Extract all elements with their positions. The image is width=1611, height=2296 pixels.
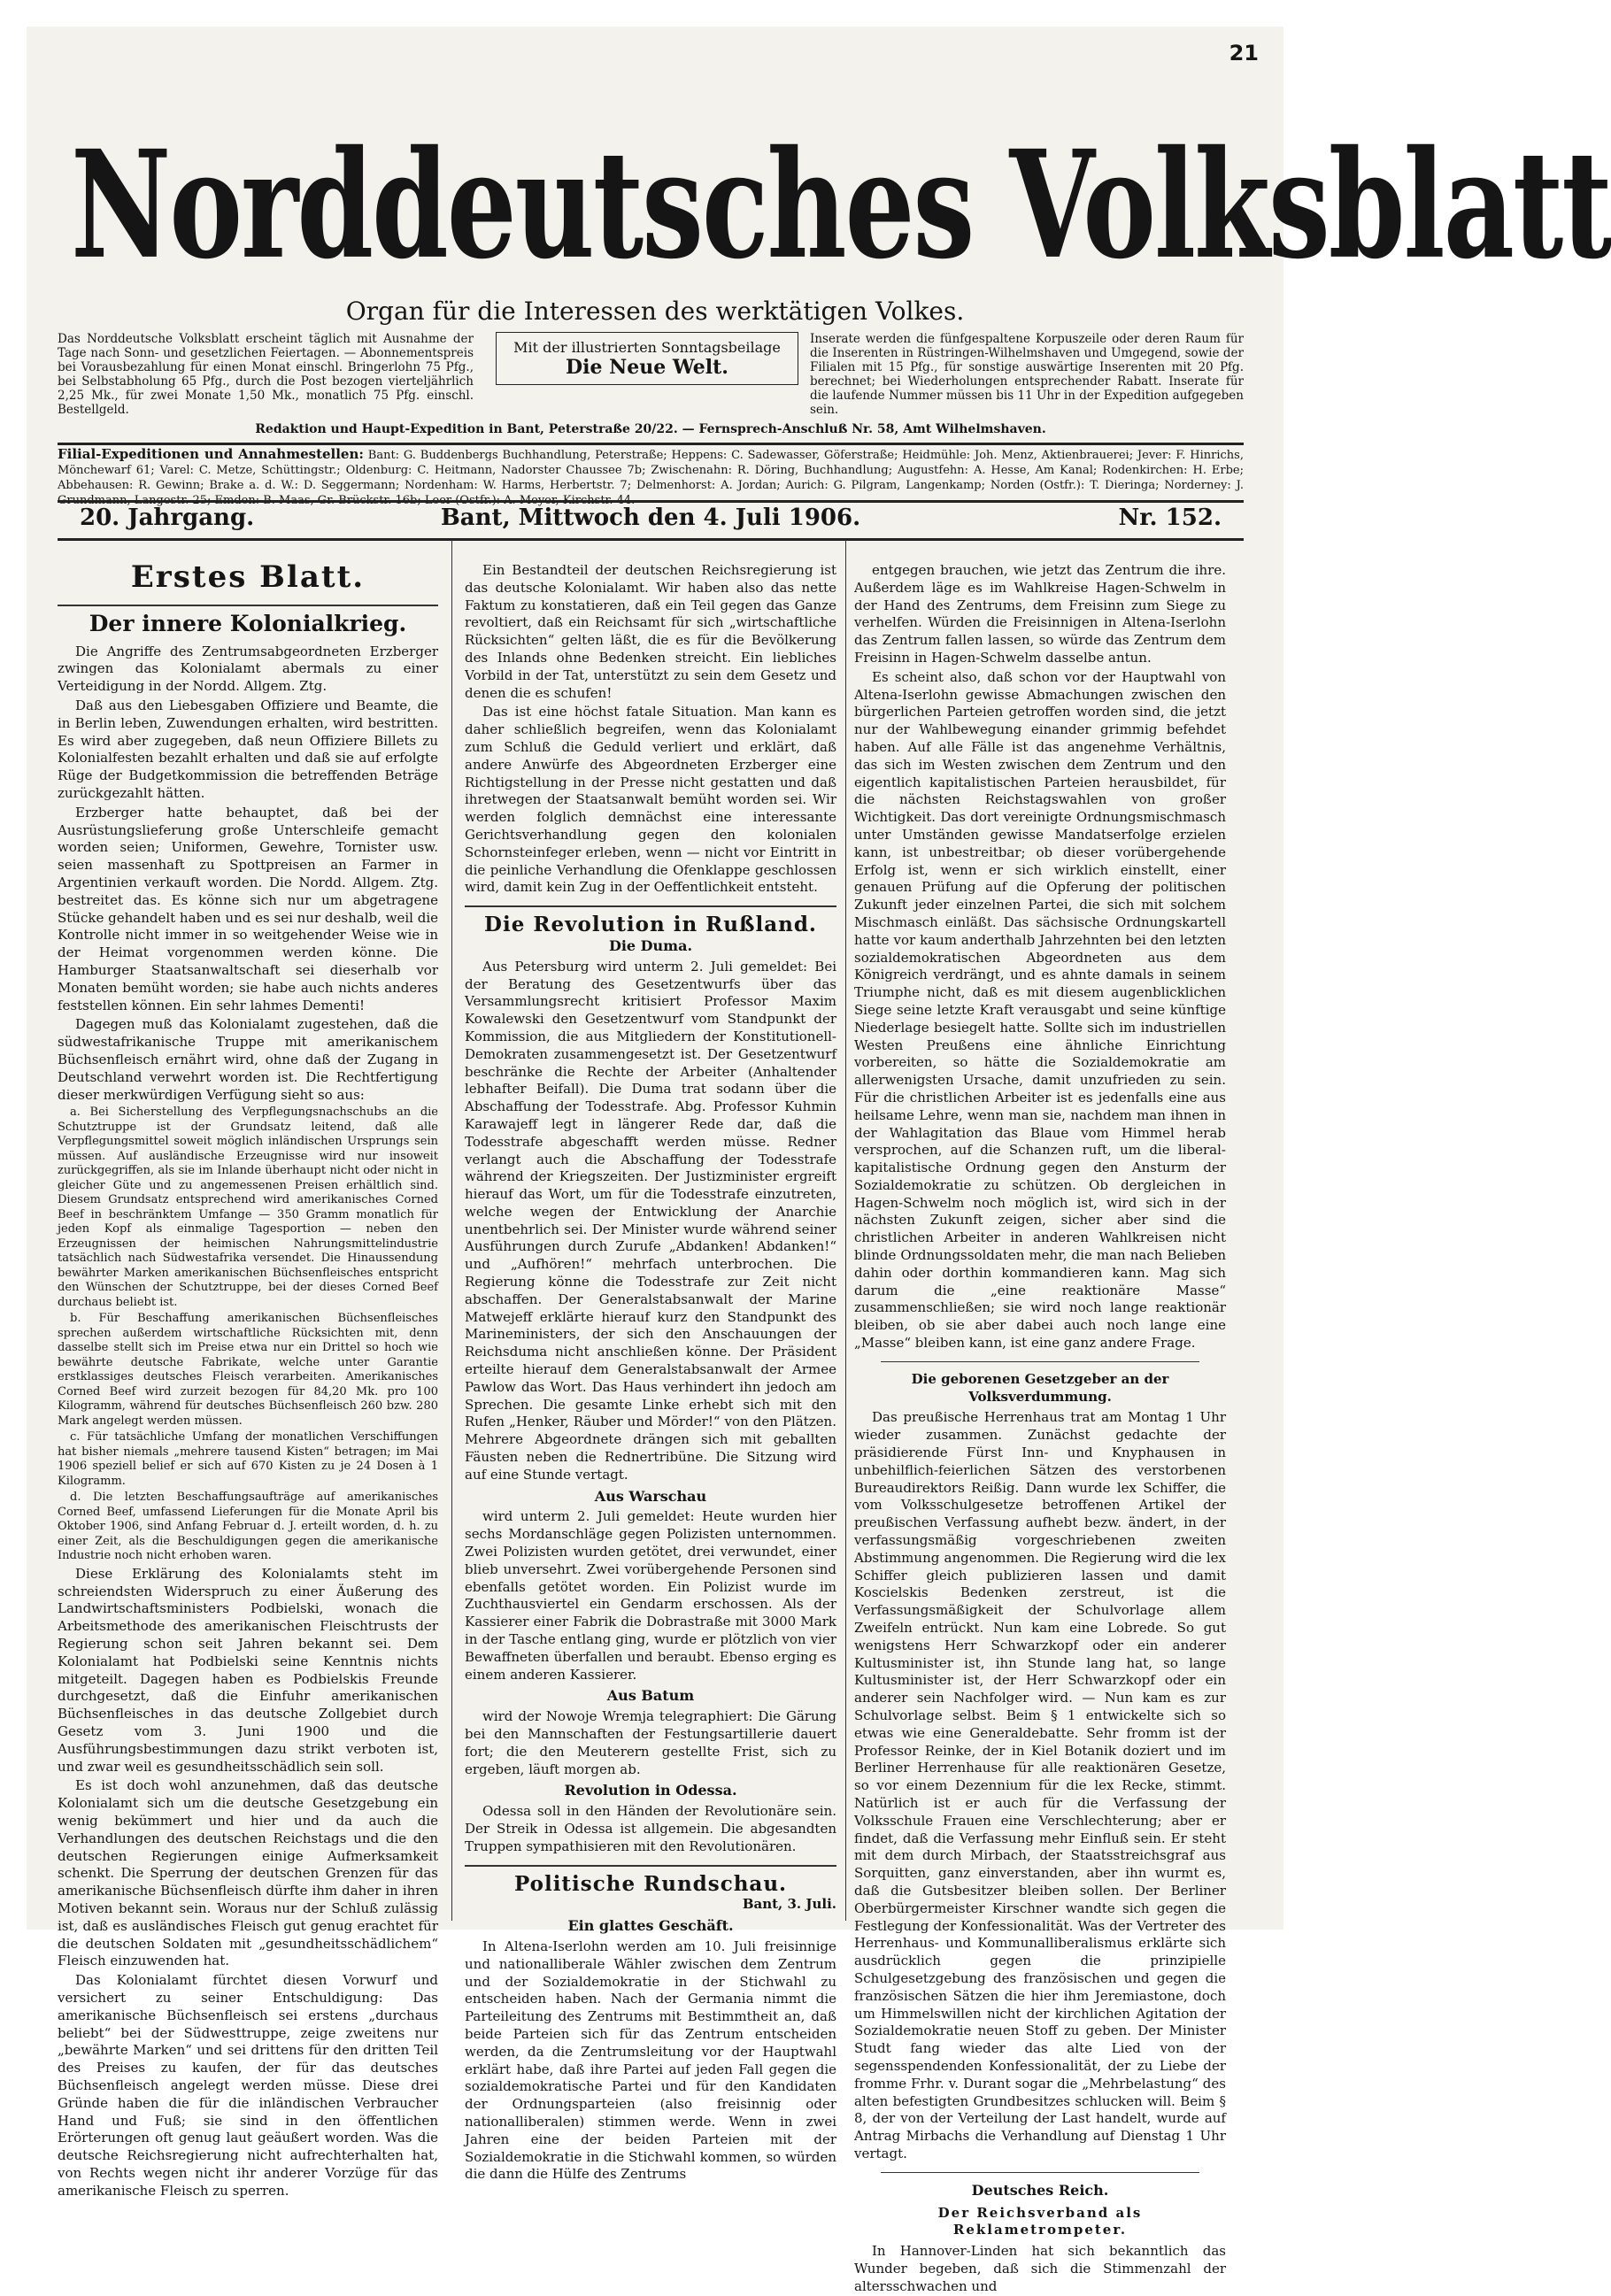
paragraph: Das ist eine höchst fatale Situation. Man kann es daher schließlich begreifen, wenn das Kolonialamt zum Schluß die Geduld verliert und erklärt, daß andere Anwürfe des Abgeordneten Erzberger eine Richtigstellung in der Presse nicht gestatten und daß ihretwegen der Staatsanwalt bemüht worden sei. Wir werden folglich demnächst eine interessante Gerichtsverhandlung gegen den kolonialen Schornsteinfeger erleben, wenn — nicht vor Eintritt in die peinliche Verhandlung die Ofenklappe geschlossen wird, damit kein Zug in der Oeffentlichkeit entsteht. — [465, 704, 836, 896]
paragraph: entgegen brauchen, wie jetzt das Zentrum die ihre. Außerdem läge es im Wahlkreise Hagen-Schwelm in der Hand des Zentrums, dem Freisinn zum Siege zu verhelfen. Würden die Freisinnigen in Altena-Iserlohn das Zentrum fallen lassen, so würde das Zentrum dem Freisinn in Hagen-Schwelm dasselbe antun. — [854, 562, 1226, 666]
paragraph: Erzberger hatte behauptet, daß bei der Ausrüstungslieferung große Unterschleife gemacht worden seien; Uniformen, Gewehre, Tornister usw. seien massenhaft zu Spottpreisen an Farmer in Argentinien verkauft worden. Die Nordd. Allgem. Ztg. bestreitet das. Es könne sich nur um abgetragene Stücke gehandelt haben und es sei nur deshalb, weil die Kontrolle nicht immer in so weitgehender Weise wie in der Heimat vorgenommen werden könne. Die Hamburger Staatsanwaltschaft sei dieserhalb vor Monaten bemüht worden; sie habe auch nichts anderes feststellen können. Ein sehr lahmes Dementi! — [58, 804, 438, 1013]
article-title: Politische Rundschau. — [513, 1871, 788, 1896]
subheading: Die geborenen Gesetzgeber an der Volksverdummung. — [911, 1370, 1169, 1405]
column-3 — [854, 562, 1226, 2294]
masthead-subtitle: Organ für die Interessen des werktätigen Volkes. — [345, 297, 965, 326]
supplement-box — [496, 332, 798, 385]
subheading: Revolution in Odessa. — [564, 1782, 737, 1799]
column-divider — [451, 540, 452, 1921]
dateline — [58, 505, 1244, 535]
subheading: Deutsches Reich. — [971, 2181, 1109, 2199]
divider — [881, 2172, 1199, 2173]
paragraph: Diese Erklärung des Kolonialamts steht im schreiendsten Widerspruch zu einer Äußerung des Landwirtschaftsministers Podbielski, wonach die Arbeitsmethode des amerikanischen Fleischtrusts der Regierung schon seit Jahren bekannt sei. Dem Kolonialamt hat Podbielski seine Kenntnis nichts mitgeteilt. Dagegen haben es Podbielskis Freunde durchgesetzt, daß die Einfuhr amerikanischen Büchsenfleisches in das deutsche Zollgebiet durch Gesetz vom 3. Juni 1900 und die Ausführungsbestimmungen dazu strikt verboten ist, und zwar weil es gesundheitsschädlich sein soll. — [58, 1565, 438, 1775]
column-2 — [465, 562, 836, 2183]
advertising-info: Inserate werden die fünfgespaltene Korpuszeile oder deren Raum für die Inserenten in Rüstringen-Wilhelmshaven und Umgegend, sowie der Filialen mit 15 Pfg., für sonstige auswärtige Inserenten mit 20 Pfg. berechnet; bei Wiederholungen entsprechender Rabatt. Inserate für die laufende Nummer müssen bis 11 Uhr in der Expedition aufgegeben sein. — [810, 332, 1244, 417]
subscription-info: Das Norddeutsche Volksblatt erscheint täglich mit Ausnahme der Tage nach Sonn- und gesetzlichen Feiertagen. — Abonnementspreis bei Vorausbezahlung für einen Monat einschl. Bringerlohn 75 Pfg., bei Selbstabholung 65 Pfg., durch die Post bezogen vierteljährlich 2,25 Mk., für zwei Monate 1,50 Mk., monatlich 75 Pfg. einschl. Bestellgeld. — [58, 332, 474, 417]
header-rule — [58, 443, 1244, 445]
paragraph: a. Bei Sicherstellung des Verpflegungsnachschubs an die Schutztruppe ist der Grundsatz leitend, daß alle Verpflegungsmittel soweit möglich inländischen Ursprungs sein müssen. Auf ausländische Erzeugnisse wird nur insoweit zurückgegriffen, als sie im Inlande überhaupt nicht oder nicht in gleicher Güte und zu angemessenen Preisen erhältlich sind. Diesem Grundsatz entsprechend wird amerikanisches Corned Beef in beschränktem Umfange — 350 Gramm monatlich für jeden Kopf als einmalige Tagesportion — neben den Erzeugnissen der heimischen Nahrungsmittelindustrie tatsächlich nach Südwestafrika versendet. Die Hinaussendung bewährter Marken amerikanischen Büchsenfleisches entspricht den Wünschen der Schutztruppe, bei der dieses Corned Beef durchaus beliebt ist. — [58, 1106, 438, 1309]
paragraph: wird der Nowoje Wremja telegraphiert: Die Gärung bei den Mannschaften der Festungsartillerie dauert fort; die den Meuterern gestellte Frist, sich zu ergeben, läuft morgen ab. — [465, 1708, 836, 1777]
subheading: Aus Batum — [606, 1687, 695, 1705]
paragraph: b. Für Beschaffung amerikanischen Büchsenfleisches sprechen außerdem wirtschaftliche Rücksichten mit, denn dasselbe stellt sich im Preise etwa nur ein Drittel so hoch wie bewährte deutsche Fabrikate, welche unter Garantie erstklassiges deutsches Fleisch verarbeiten. Amerikanisches Corned Beef wird zurzeit bezogen für 84,20 Mk. pro 100 Kilogramm, während für deutsches Büchsenfleisch 260 bzw. 280 Mark angelegt werden müssen. — [58, 1312, 438, 1428]
branch-offices — [58, 447, 1244, 508]
branch-offices-list: Bant: G. Buddenbergs Buchhandlung, Peterstraße; Heppens: C. Sadewasser, Göferstraße; Heidmühle: Joh. Menz, Aktienbrauerei; Jever: F. Hinrichs, Mönchewarf 61; Varel: C. Metze, Schüttingstr.; Oldenburg: C. Heitmann, Nadorster Chaussee 7b; Zwischenahn: R. Döring, Buchhandlung; Augustfehn: A. Hesse, Am Kanal; Rodenkirchen: H. Erbe; Abbehausen: R. Gewinn; Brake a. d. W.: D. Seggermann; Nordenham: W. Harms, Herbertstr. 7; Delmenhorst: A. Jordan; Aurich: G. Pilgram, Langenkamp; Norden (Ostfr.): T. Dieringa; Norderney: J. Grundmann, Langestr. 25; Emden: B. Maas, Gr. Brückstr. 16b; Leer (Ostfr.): A. Meyer, Kirchstr. 44. — [58, 449, 1244, 507]
subheading: Der Reichsverband als Reklametrompeter. — [937, 2204, 1143, 2238]
paragraph: Das preußische Herrenhaus trat am Montag 1 Uhr wieder zusammen. Zunächst gedachte der präsidierende Fürst Inn- und Knyphausen in unbehilflich-feierlichen Sätzen des verstorbenen Bureaudirektors Reißig. Dann wurde lex Schiffer, die vom Volksschulgesetze betroffenen Artikel der preußischen Verfassung aufhebt bezw. ändert, in der verfassungsmäßig vorgeschriebenen zweiten Abstimmung angenommen. Die Regierung wird die lex Schiffer gleich publizieren lassen und damit Koscielskis Bedenken zerstreut, ist die Verfassungsmäßigkeit der Schulvorlage allem Zweifeln entrückt. Nun kam eine Lobrede. So gut wenigstens Herr Schwarzkopf oder ein anderer Kultusminister ist, ihn Stunde lang hat, so lange Kultusminister ist, der Herr Schwarzkopf oder ein anderer sein Nachfolger wird. — Nun kam es zur Schulvorlage selbst. Beim § 1 entwickelte sich so etwas wie eine Generaldebatte. Sehr fromm ist der Professor Reinke, der in Kiel Botanik doziert und im Berliner Herrenhause für alle reaktionären Gesetze, so vor einem Dezennium für die lex Recke, stimmt. Natürlich ist er auch für die Verfassung der Volksschule Frauen eine Verschlechterung; aber er findet, daß die Verfassung mehr Einfluß sein. Er steht mit dem durch Mirbach, der Staatsstreichsgraf aus Sorquitten, ganz einverstanden, aber ihn wurmt es, daß die Gutsbesitzer bleiben sollen. Der Berliner Oberbürgermeister Kirschner wandte sich gegen die Festlegung der Konfessionalität. Was der Vertreter des Herrenhaus- und Kommunalliberalismus erklärte sich ausdrücklich gegen die prinzipielle Schulgesetzgebung des französischen und gegen die französischen Sätzen die hier ihm Jeremiastone, doch um Himmelswillen nicht der kirchlichen Agitation der Sozialdemokratie neuen Stoff zu geben. Der Minister Studt fang wieder das alte Lied von der segensspendenden Konfessionalität, der zu Liebe der fromme Frhr. v. Durant sogar die „Mehrbelastung“ des alten befestigten Grundbesitzes schlucken will. Beim § 8, der von der Verteilung der Last handelt, wurde auf Antrag Mirbachs die Verhandlung auf Dienstag 1 Uhr vertagt. — [854, 1409, 1226, 2161]
paragraph: Es scheint also, daß schon vor der Hauptwahl von Altena-Iserlohn gewisse Abmachungen zwischen den bürgerlichen Parteien getroffen worden sind, die jetzt nur der Wahlbewegung einander grimmig befehdet haben. Auf alle Fälle ist das angenehme Verhältnis, das sich im Westen zwischen dem Zentrum und den eigentlich kapitalistischen Parteien herausbildet, für die nächsten Reichstagswahlen von großer Wichtigkeit. Das dort vereinigte Ordnungsmischmasch unter Umständen gewisse Mandatserfolge erzielen kann, ist unbestreitbar; ob dieser vorübergehende Erfolg ist, wenn er sich wirklich einstellt, einer genauen Prüfung auf die Opferung der politischen Zukunft jeder einzelnen Partei, die sich mit solchem Mischmasch einläßt. Das sächsische Ordnungskartell hatte vor kaum anderthalb Jahrzehnten bei den letzten sozialdemokratischen Abgeordneten aus dem Königreich verdrängt, und es ahnte damals in seinem Triumphe nicht, daß es mit diesem augenblicklichen Siege seine letzte Kraft verausgabt und seine künftige Niederlage besiegelt hatte. Sollte sich im industriellen Westen Preußens eine ähnliche Einrichtung vorbereiten, so hätte die Sozialdemokratie am allerwenigsten Ursache, damit unzufrieden zu sein. Für die christlichen Arbeiter ist es jedenfalls eine aus heilsame Lehre, wenn man sie, nachdem man ihnen in der Wahlagitation das Blaue vom Himmel herab versprochen, auf die Schanzen ruft, um die liberal-kapitalistische Ordnung gegen den Ansturm der Sozialdemokratie zu schützen. Ob dergleichen in Hagen-Schwelm noch möglich ist, wird sich in der nächsten Zukunft zeigen, sicher aber sind die christlichen Arbeiter in anderen Wahlkreisen nicht blinde Ordnungssoldaten mehr, die man nach Belieben dahin oder dorthin kommandieren kann. Mag sich darum die „eine reaktionäre Masse“ zusammenschließen; sie wird noch lange reaktionär bleiben, ob sie aber dabei auch noch lange eine „Masse“ bleiben kann, ist eine ganz andere Frage. — [854, 668, 1226, 1352]
column-divider — [845, 540, 846, 1921]
paragraph: Das Kolonialamt fürchtet diesen Vorwurf und versichert zu seiner Entschuldigung: Das amerikanische Büchsenfleisch sei erstens „durchaus beliebt“ bei der Südwesttruppe, zeige zweitens nur „bewährte Marken“ und sei drittens für den dritten Teil des Preises zu kaufen, der für das deutsches Büchsenfleisch angelegt werden müsse. Diese drei Gründe haben die für die inländischen Verbraucher Hand und Fuß; sie sind in den öffentlichen Erörterungen oft genug laut geäußert worden. Was die deutsche Reichsregierung nicht aufrechterhalten hat, von Rechts wegen nicht ihr anderer Vorzüge für das amerikanische Fleisch zu sperren. — [58, 1972, 438, 2199]
subheading: Die Duma. — [608, 936, 693, 954]
paragraph: Ein Bestandteil der deutschen Reichsregierung ist das deutsche Kolonialamt. Wir haben also das nette Faktum zu konstatieren, daß ein Teil gegen das Ganze revoltiert, daß ein Reichsamt für sich „wirtschaftliche Rücksichten“ gelten läßt, die es für die Bevölkerung des Inlands ohne Bedenken streicht. Ein liebliches Vorbild in der Tat, unterstützt zu sein dem Gesetz und denen die es schufen! — [465, 562, 836, 701]
issue-number: Nr. 152. — [1118, 505, 1222, 531]
newspaper-page — [27, 27, 1611, 2294]
masthead-title: Norddeutsches Volksblatt — [71, 119, 1611, 293]
dateline-bottom-rule — [58, 538, 1244, 541]
paragraph: Dagegen muß das Kolonialamt zugestehen, daß die südwestafrikanische Truppe mit amerikanischem Büchsenfleisch ernährt wird, ohne daß der Zugang in Deutschland verwehrt worden ist. Die Rechtfertigung dieser merkwürdigen Verfügung sieht so aus: — [58, 1016, 438, 1103]
article-title: Die Revolution in Rußland. — [484, 913, 817, 937]
paragraph: Die Angriffe des Zentrumsabgeordneten Erzberger zwingen das Kolonialamt abermals zu einer Verteidigung in der Nordd. Allgem. Ztg. — [58, 643, 438, 695]
page-number: 21 — [1229, 41, 1259, 65]
paragraph: Es ist doch wohl anzunehmen, daß das deutsche Kolonialamt sich um die deutsche Gesetzgebung ein wenig bekümmert und hier und da auch die Verhandlungen des deutschen Reichstags und die den deutschen Regierungen einige Aufmerksamkeit schenkt. Die Sperrung der deutschen Grenzen für das amerikanische Büchsenfleisch dürfte ihm daher in ihren Motiven bekannt sein. Woraus nur der Schluß zulässig ist, daß es ausländisches Fleisch gut genug erachtet für die deutschen Soldaten mit „gesundheitsschädlichem“ Fleisch einzuwenden hat. — [58, 1777, 438, 1969]
paragraph: In Altena-Iserlohn werden am 10. Juli freisinnige und nationalliberale Wähler zwischen dem Zentrum und der Sozialdemokratie in der Stichwahl zu entscheiden haben. Nach der Germania nimmt die Parteileitung des Zentrums mit Bestimmtheit an, daß beide Parteien sich für das Zentrum entscheiden werden, da die Zentrumsleitung vor der Hauptwahl erklärt habe, daß ihre Partei auf jeden Fall gegen die sozialdemokratische Partei und für den Kandidaten der Ordnungsparteien (also freisinnig oder nationalliberalen) stimmen werde. Wenn in zwei Jahren eine der beiden Parteien mit der Sozialdemokratie in die Stichwahl kommen, so würden die dann die Hülfe des Zentrums — [465, 1938, 836, 2183]
divider — [58, 605, 438, 606]
paragraph: Odessa soll in den Händen der Revolutionäre sein. Der Streik in Odessa ist allgemein. Die abgesandten Truppen sympathisieren mit den Revolutionären. — [465, 1803, 836, 1854]
issue-date: Bant, Mittwoch den 4. Juli 1906. — [440, 505, 861, 531]
article-title: Der innere Kolonialkrieg. — [89, 610, 407, 636]
editorial-office-line: Redaktion und Haupt-Expedition in Bant, Peterstraße 20/22. — Fernsprech-Anschluß Nr. 58, Amt Wilhelmshaven. — [255, 422, 1046, 436]
quoted-statement — [58, 1106, 438, 1564]
subheading: Ein glattes Geschäft. — [567, 1917, 734, 1935]
dateline-top-rule — [58, 500, 1244, 503]
divider — [465, 1865, 836, 1867]
paragraph: d. Die letzten Beschaffungsaufträge auf amerikanisches Corned Beef, umfassend Lieferungen für die Monate April bis Oktober 1906, sind Anfang Februar d. J. erteilt worden, d. h. zu einer Zeit, als die Beschuldigungen gegen die amerikanische Industrie noch nicht erhoben waren. — [58, 1491, 438, 1563]
supplement-label: Mit der illustrierten Sonntagsbeilage — [513, 339, 781, 356]
volume-year: 20. Jahrgang. — [80, 505, 255, 531]
paragraph: c. Für tatsächliche Umfang der monatlichen Verschiffungen hat bisher niemals „mehrere tausend Kisten“ betragen; im Mai 1906 speziell belief er sich auf 670 Kisten zu je 24 Dosen à 1 Kilogramm. — [58, 1430, 438, 1488]
column-1 — [58, 559, 438, 2199]
supplement-name: Die Neue Welt. — [566, 356, 728, 379]
divider — [881, 1361, 1199, 1362]
branch-offices-label: Filial-Expeditionen und Annahmestellen: — [58, 446, 364, 462]
paragraph: wird unterm 2. Juli gemeldet: Heute wurden hier sechs Mordanschläge gegen Polizisten unternommen. Zwei Polizisten wurden getötet, drei verwundet, einer blieb unversehrt. Zwei vorübergehende Personen sind ebenfalls getötet worden. Ein Polizist wurde im Zuchthausviertel ein Gendarm erschossen. Als der Kassierer einer Fabrik die Dobrastraße mit 3000 Mark in der Tasche entlang ging, wurde er plötzlich von vier Bewaffneten überfallen und beraubt. Ebenso erging es einem anderen Kassierer. — [465, 1508, 836, 1683]
paragraph: In Hannover-Linden hat sich bekanntlich das Wunder begeben, daß sich die Stimmenzahl der altersschwachen und — [854, 2243, 1226, 2294]
dateline-local: Bant, 3. Juli. — [742, 1896, 836, 1913]
divider — [465, 905, 836, 907]
paragraph: Daß aus den Liebesgaben Offiziere und Beamte, die in Berlin leben, Zuwendungen erhalten, wird bestritten. Es wird aber zugegeben, daß neun Offiziere Billets zu Kolonialfesten bezahlt erhalten und daß sie auf erfolgte Rüge der Budgetkommission die betreffenden Beträge zurückgezahlt hätten. — [58, 697, 438, 801]
section-heading: Erstes Blatt. — [130, 559, 366, 595]
subheading: Aus Warschau — [594, 1487, 707, 1505]
paragraph: Aus Petersburg wird unterm 2. Juli gemeldet: Bei der Beratung des Gesetzentwurfs über das Versammlungsrecht kritisiert Professor Maxim Kowalewski den Gesetzentwurf vom Standpunkt der Kommission, die aus Mitgliedern der Konstitutionell-Demokraten zusammengesetzt ist. Der Gesetzentwurf beschränke die Rechte der Arbeiter (Anhaltender lebhafter Beifall). Die Duma trat sodann über die Abschaffung der Todesstrafe. Abg. Professor Kuhmin Karawajeff legt in längerer Rede dar, daß die Todesstrafe abgeschafft werden müsse. Redner verlangt auch die Abschaffung der Todesstrafe während der Kriegszeiten. Der Justizminister ergreift hierauf das Wort, um für die Todesstrafe einzutreten, welche wegen der Entwicklung der Anarchie unentbehrlich sei. Der Minister wurde während seiner Ausführungen durch Zurufe „Abdanken! Abdanken!“ und „Aufhören!“ mehrfach unterbrochen. Die Regierung könne die Todesstrafe zur Zeit nicht abschaffen. Der Generalstabsanwalt der Marine Matwejeff erklärte hierauf kurz den Standpunkt des Marineministers, der sich den Anschauungen der Reichsduma nicht anschließen könne. Der Präsident erteilte hierauf dem Generalstabsanwalt der Armee Pawlow das Wort. Das Haus verhindert ihn jedoch am Sprechen. Die gesamte Linke erhebt sich mit den Rufen „Henker, Räuber und Mörder!“ von den Plätzen. Mehrere Abgeordnete drängen sich mit geballten Fäusten neben die Rednertribüne. Die Sitzung wird auf eine Stunde vertagt. — [465, 958, 836, 1483]
